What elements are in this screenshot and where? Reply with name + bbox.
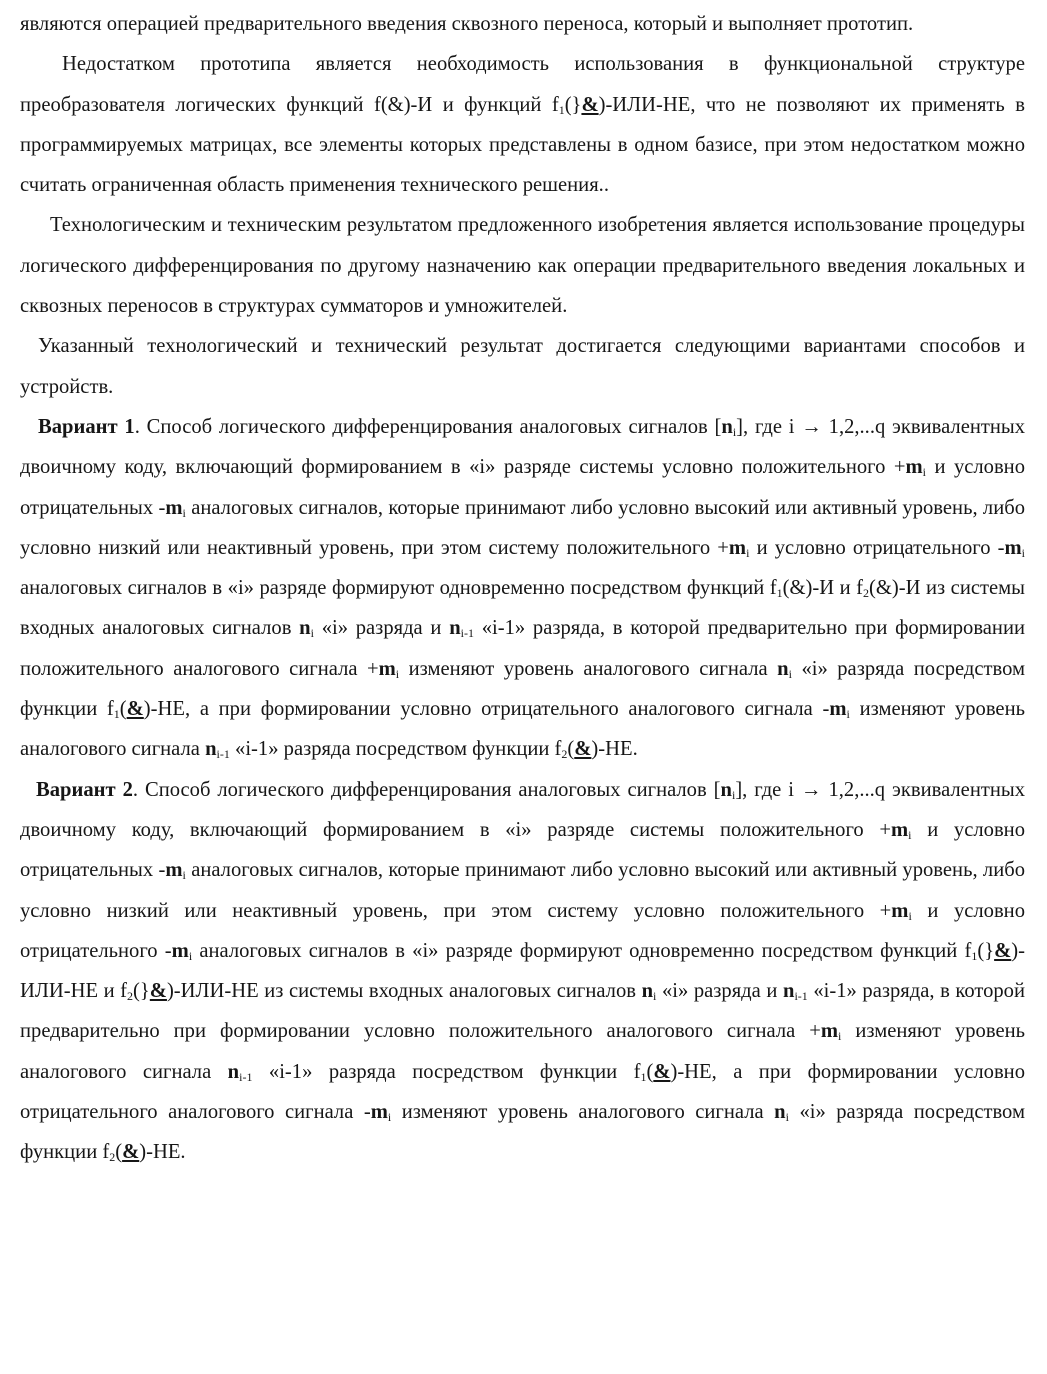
- emphasis-text: n: [721, 779, 732, 801]
- subscript-index: i: [908, 828, 911, 842]
- subscript-index: i: [189, 949, 192, 963]
- emphasis-text: &: [122, 1141, 139, 1163]
- emphasis-text: &: [994, 940, 1011, 962]
- subscript-index: i: [923, 465, 926, 479]
- document-page: [0, 0, 1047, 1374]
- subscript-index: i: [838, 1029, 841, 1043]
- emphasis-text: n: [228, 1061, 239, 1083]
- emphasis-text: n: [777, 658, 788, 680]
- emphasis-text: m: [891, 819, 908, 841]
- emphasis-text: Вариант 1: [38, 416, 135, 438]
- emphasis-text: m: [829, 698, 846, 720]
- subscript-index: i-1: [239, 1070, 252, 1084]
- subscript-index: 2: [127, 989, 133, 1003]
- subscript-index: i: [653, 989, 656, 1003]
- emphasis-text: n: [449, 617, 460, 639]
- subscript-index: 1: [559, 103, 565, 117]
- subscript-index: i: [847, 707, 850, 721]
- emphasis-text: m: [1005, 537, 1022, 559]
- subscript-index: 1: [640, 1070, 646, 1084]
- subscript-index: i: [311, 626, 314, 640]
- subscript-index: i: [732, 788, 735, 802]
- subscript-index: i-1: [461, 626, 474, 640]
- subscript-index: i: [388, 1110, 391, 1124]
- emphasis-text: n: [642, 980, 653, 1002]
- emphasis-text: m: [729, 537, 746, 559]
- emphasis-text: &: [150, 980, 167, 1002]
- emphasis-text: n: [774, 1101, 785, 1123]
- subscript-index: i: [733, 425, 736, 439]
- emphasis-text: Вариант 2: [36, 779, 133, 801]
- emphasis-text: &: [574, 738, 591, 760]
- paragraph-technical-result: Технологическим и техническим результатом предложенного изобретения является использование процедуры логического дифференцирования по другому назначению как операции предварительного введения локальных и сквозных переносов в структурах сумматоров и умножителей.: [20, 205, 1025, 326]
- subscript-index: i: [396, 667, 399, 681]
- emphasis-text: n: [205, 738, 216, 760]
- emphasis-text: &: [581, 94, 598, 116]
- emphasis-text: m: [172, 940, 189, 962]
- subscript-index: 2: [109, 1150, 115, 1164]
- subscript-index: 2: [863, 586, 869, 600]
- subscript-index: i: [183, 868, 186, 882]
- emphasis-text: m: [165, 497, 182, 519]
- subscript-index: i: [746, 546, 749, 560]
- subscript-index: i: [908, 909, 911, 923]
- emphasis-text: &: [653, 1061, 670, 1083]
- subscript-index: 1: [971, 949, 977, 963]
- emphasis-text: n: [299, 617, 310, 639]
- subscript-index: i: [1022, 546, 1025, 560]
- subscript-index: i: [183, 506, 186, 520]
- subscript-index: 1: [777, 586, 783, 600]
- emphasis-text: &: [127, 698, 144, 720]
- paragraph-result-achieved: Указанный технологический и технический результат достигается следующими вариантами способов и устройств.: [20, 326, 1025, 407]
- paragraph-variant-2: Вариант 2. Способ логического дифференцирования аналоговых сигналов [ni], где i → 1,2,...q эквивалентных двоичному коду, включающий формированием в «i» разряде системы положительного +mi и условно отрицательных -mi аналоговых сигналов, которые принимают либо условно высокий или активный уровень, либо условно низкий или неактивный уровень, при этом систему условно положительного +mi и условно отрицательного -mi аналоговых сигналов в «i» разряде формируют одновременно посредством функций f1(}&)-ИЛИ-НЕ и f2(}&)-ИЛИ-НЕ из системы входных аналоговых сигналов ni «i» разряда и ni-1 «i-1» разряда, в которой предварительно при формировании условно положительного аналогового сигнала +mi изменяют уровень аналогового сигнала ni-1 «i-1» разряда посредством функции f1(&)-НЕ, а при формировании условно отрицательного аналогового сигнала -mi изменяют уровень аналогового сигнала ni «i» разряда посредством функции f2(&)-НЕ.: [20, 770, 1025, 1173]
- subscript-index: 2: [561, 747, 567, 761]
- subscript-index: i: [789, 667, 792, 681]
- emphasis-text: n: [783, 980, 794, 1002]
- emphasis-text: m: [371, 1101, 388, 1123]
- emphasis-text: m: [821, 1020, 838, 1042]
- paragraph-variant-1: Вариант 1. Способ логического дифференцирования аналоговых сигналов [ni], где i → 1,2,...q эквивалентных двоичному коду, включающий формированием в «i» разряде системы условно положительного +mi и условно отрицательных -mi аналоговых сигналов, которые принимают либо условно высокий или активный уровень, либо условно низкий или неактивный уровень, при этом систему положительного +mi и условно отрицательного -mi аналоговых сигналов в «i» разряде формируют одновременно посредством функций f1(&)-И и f2(&)-И из системы входных аналоговых сигналов ni «i» разряда и ni-1 «i-1» разряда, в которой предварительно при формировании положительного аналогового сигнала +mi изменяют уровень аналогового сигнала ni «i» разряда посредством функции f1(&)-НЕ, а при формировании условно отрицательного аналогового сигнала -mi изменяют уровень аналогового сигнала ni-1 «i-1» разряда посредством функции f2(&)-НЕ.: [20, 407, 1025, 770]
- emphasis-text: m: [905, 456, 922, 478]
- emphasis-text: m: [891, 900, 908, 922]
- emphasis-text: n: [721, 416, 732, 438]
- subscript-index: i-1: [217, 747, 230, 761]
- subscript-index: 1: [114, 707, 120, 721]
- paragraph-prototype-drawback: Недостатком прототипа является необходимость использования в функциональной структуре преобразователя логических функций f(&)-И и функций f1(}&)-ИЛИ-НЕ, что не позволяют их применять в программируемых матрицах, все элементы которых представлены в одном базисе, при этом недостатком можно считать ограниченная область применения технического решения..: [20, 44, 1025, 205]
- subscript-index: i-1: [794, 989, 807, 1003]
- emphasis-text: m: [165, 859, 182, 881]
- emphasis-text: m: [379, 658, 396, 680]
- subscript-index: i: [786, 1110, 789, 1124]
- paragraph-prototype-end: являются операцией предварительного введения сквозного переноса, который и выполняет прототип.: [20, 4, 1025, 44]
